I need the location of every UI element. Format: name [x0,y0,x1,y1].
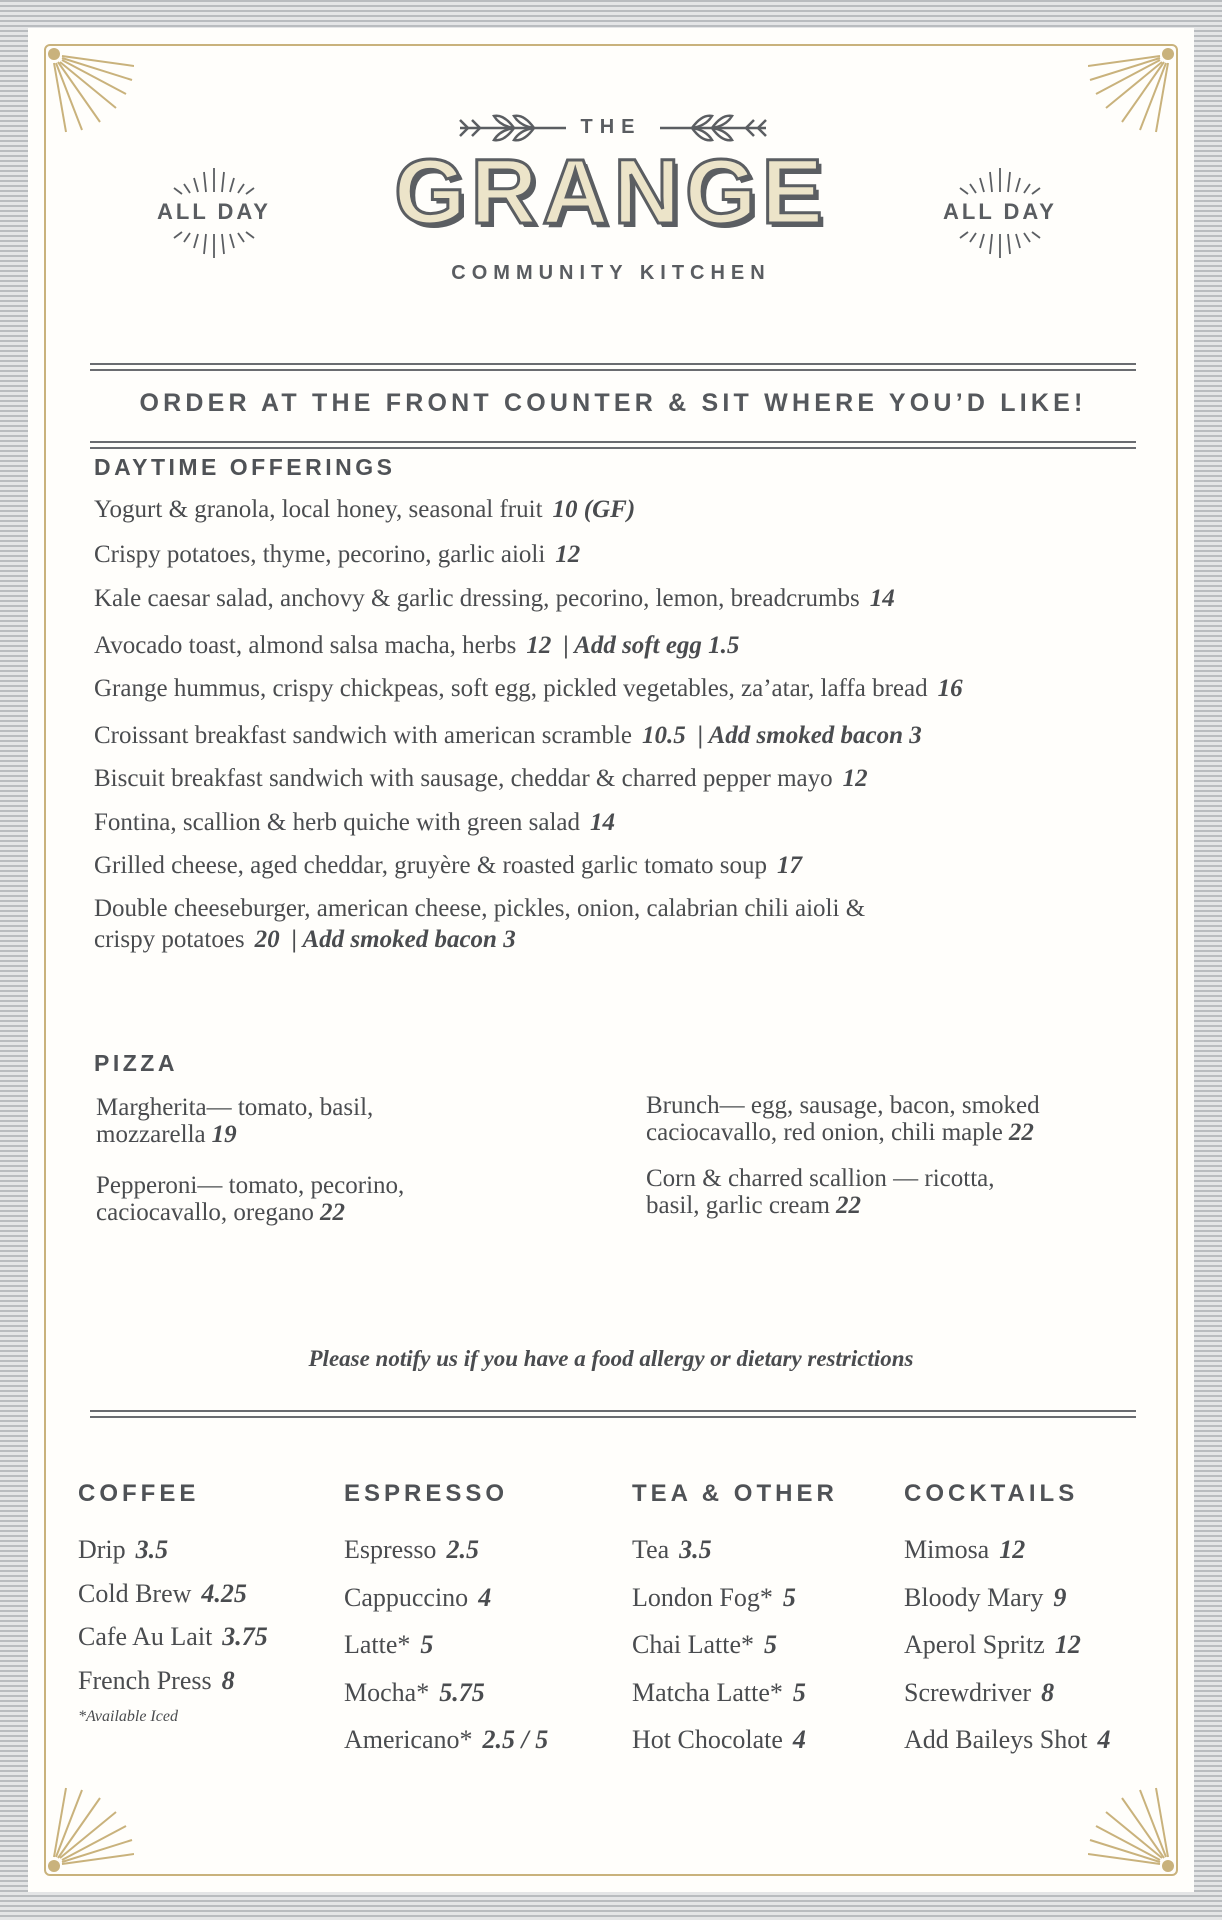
drink-item: Matcha Latte* 5 [632,1677,806,1707]
divider [90,1410,1136,1412]
pizza-item: Corn & charred scallion — ricotta, basil, garlic cream 22 [646,1165,995,1219]
divider [90,447,1136,449]
tea-title: TEA & OTHER [632,1480,838,1507]
daytime-section-title: DAYTIME OFFERINGS [94,454,396,480]
drink-item: Cappuccino 4 [344,1582,492,1612]
drink-item: Chai Latte* 5 [632,1630,778,1659]
menu-item: Yogurt & granola, local honey, seasonal fruit 10 (GF) [94,496,636,523]
order-banner-text: ORDER AT THE FRONT COUNTER & SIT WHERE YOU’D LIKE! [139,389,1087,417]
drink-item: Bloody Mary 9 [904,1582,1067,1612]
all-day-right-label: ALL DAY [943,199,1057,224]
drink-item: Drip 3.5 [78,1535,169,1564]
menu-item: Grange hummus, crispy chickpeas, soft egg, pickled vegetables, za’atar, laffa bread 16 [94,675,963,702]
sunburst-corner-icon [34,1786,134,1886]
tea-column [632,1480,838,1764]
all-day-badge-left [144,168,284,258]
menu-item: Croissant breakfast sandwich with american scramble 10.5 | Add smoked bacon 3 [94,722,922,749]
cocktails-title: COCKTAILS [904,1480,1079,1507]
order-banner [90,363,1136,455]
pizza-item: Brunch— egg, sausage, bacon, smoked caciocavallo, red onion, chili maple 22 [646,1092,1040,1146]
menu-card [28,28,1194,1892]
logo-the: THE [580,116,642,138]
menu-item: Biscuit breakfast sandwich with sausage, cheddar & charred pepper mayo 12 [94,765,868,792]
drink-item: Screwdriver 8 [904,1677,1055,1707]
pizza-section-title: PIZZA [94,1050,178,1076]
divider [90,441,1136,443]
drink-item: Espresso 2.5 [344,1535,479,1564]
cocktails-column [904,1480,1110,1764]
drink-item: Mocha* 5.75 [344,1677,485,1707]
drink-item: Aperol Spritz 12 [904,1630,1081,1659]
drink-item: Tea 3.5 [632,1535,712,1564]
logo-grange: GRANGE [394,141,828,243]
menu-item: Double cheeseburger, american cheese, pickles, onion, calabrian chili aioli & crispy potatoes 20 | Add smoked bacon 3 [94,895,866,953]
menu-item: Kale caesar salad, anchovy & garlic dressing, pecorino, lemon, breadcrumbs 14 [94,585,895,612]
divider [90,1416,1136,1418]
drink-item: Americano* 2.5 / 5 [344,1725,549,1754]
espresso-column [344,1480,548,1764]
pizza-item: Pepperoni— tomato, pecorino, caciocavallo, oregano 22 [96,1172,405,1226]
drink-item: Add Baileys Shot 4 [904,1725,1111,1754]
allergy-note: Please notify us if you have a food allergy or dietary restrictions [308,1346,914,1371]
logo-subtitle: COMMUNITY KITCHEN [451,262,771,284]
menu-item: Crispy potatoes, thyme, pecorino, garlic aioli 12 [94,541,581,568]
menu-item: Grilled cheese, aged cheddar, gruyère & roasted garlic tomato soup 17 [94,852,803,879]
drink-item: Cafe Au Lait 3.75 [78,1622,268,1651]
divider [90,369,1136,371]
sunburst-corner-icon [1088,1786,1188,1886]
iced-note: *Available Iced [78,1708,178,1725]
drink-item: French Press 8 [78,1665,235,1695]
all-day-badge-right [930,168,1070,258]
drink-item: London Fog* 5 [632,1582,796,1612]
drink-item: Mimosa 12 [904,1535,1026,1564]
menu-item: Fontina, scallion & herb quiche with green salad 14 [94,809,615,836]
coffee-column [78,1480,268,1726]
drink-item: Cold Brew 4.25 [78,1578,247,1608]
drink-item: Hot Chocolate 4 [632,1725,806,1754]
divider [90,363,1136,365]
drink-item: Latte* 5 [344,1630,434,1659]
all-day-left-label: ALL DAY [157,199,271,224]
menu-item: Avocado toast, almond salsa macha, herbs 12 | Add soft egg 1.5 [94,632,740,659]
espresso-title: ESPRESSO [344,1480,509,1507]
coffee-title: COFFEE [78,1480,200,1507]
pizza-item: Margherita— tomato, basil, mozzarella 19 [96,1094,374,1148]
